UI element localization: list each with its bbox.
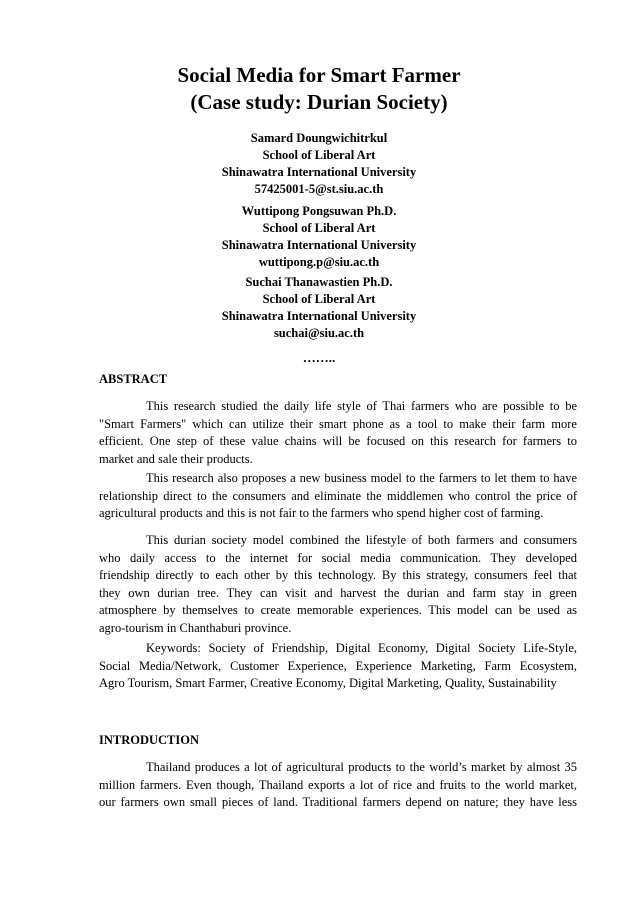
author-block-1 xyxy=(0,130,638,198)
text-line: efficient. One step of these value chains will be focused on this research for farmers to xyxy=(99,434,577,448)
text-line: "Smart Farmers" which can utilize their smart phone as a tool to make their farm more xyxy=(99,416,577,431)
text-line: who daily access to the internet for social media communication. They developed xyxy=(99,550,577,565)
author-email: wuttipong.p@siu.ac.th xyxy=(258,255,380,269)
text-line: Agro Tourism, Smart Farmer, Creative Economy, Digital Marketing, Quality, Sustainability xyxy=(99,676,557,690)
author-name: Suchai Thanawastien Ph.D. xyxy=(245,275,393,289)
author-university: Shinawatra International University xyxy=(221,238,417,252)
author-block-3 xyxy=(0,274,638,342)
author-email: 57425001-5@st.siu.ac.th xyxy=(254,182,384,196)
text-line: market and sale their products. xyxy=(99,451,253,466)
paper-subtitle: (Case study: Durian Society) xyxy=(190,90,448,114)
text-line: agricultural products and this is not fair to the farmers who spend higher cost of farming. xyxy=(99,506,544,520)
abstract-paragraph-3 xyxy=(99,532,577,637)
text-line: atmosphere by themselves to create memorable experiences. This model can be used as xyxy=(99,603,577,617)
abstract-paragraph-2 xyxy=(99,470,577,523)
author-name: Samard Doungwichitrkul xyxy=(250,131,388,145)
abstract-paragraph-1 xyxy=(99,398,577,468)
text-line: our farmers own small pieces of land. Traditional farmers depend on nature; they have less xyxy=(99,795,577,809)
text-line: relationship direct to the consumers and eliminate the middlemen who control the price of xyxy=(99,488,577,503)
text-line: Social Media/Network, Customer Experience, Experience Marketing, Farm Ecosystem, xyxy=(99,658,577,673)
text-line: they own durian tree. They can visit and harvest the durian and farm stay in green xyxy=(99,585,577,600)
author-block-2 xyxy=(0,203,638,271)
author-university: Shinawatra International University xyxy=(221,165,417,179)
text-line: This research also proposes a new business model to the farmers to let them to have xyxy=(146,471,577,485)
text-line: friendship directly to each other by this technology. By this strategy, consumers feel that xyxy=(99,568,577,582)
author-email: suchai@siu.ac.th xyxy=(273,326,365,340)
text-line: This research studied the daily life style of Thai farmers who are possible to be xyxy=(146,399,577,413)
introduction-heading: INTRODUCTION xyxy=(99,733,200,747)
abstract-heading: ABSTRACT xyxy=(99,372,168,386)
author-school: School of Liberal Art xyxy=(262,292,376,306)
paper-title: Social Media for Smart Farmer xyxy=(177,63,461,87)
author-university: Shinawatra International University xyxy=(221,309,417,323)
section-separator: …….. xyxy=(302,350,336,365)
keywords-paragraph xyxy=(99,640,577,693)
author-school: School of Liberal Art xyxy=(262,148,376,162)
text-line: million farmers. Even though, Thailand exports a lot of rice and fruits to the world market, xyxy=(99,777,577,792)
text-line: agro-tourism in Chanthaburi province. xyxy=(99,620,292,635)
author-school: School of Liberal Art xyxy=(262,221,376,235)
text-line: This durian society model combined the lifestyle of both farmers and consumers xyxy=(146,533,577,547)
text-line: Keywords: Society of Friendship, Digital Economy, Digital Society Life-Style, xyxy=(146,641,577,655)
introduction-paragraph-1 xyxy=(99,759,577,812)
author-name: Wuttipong Pongsuwan Ph.D. xyxy=(241,204,397,218)
text-line: Thailand produces a lot of agricultural products to the world’s market by almost 35 xyxy=(146,760,577,774)
